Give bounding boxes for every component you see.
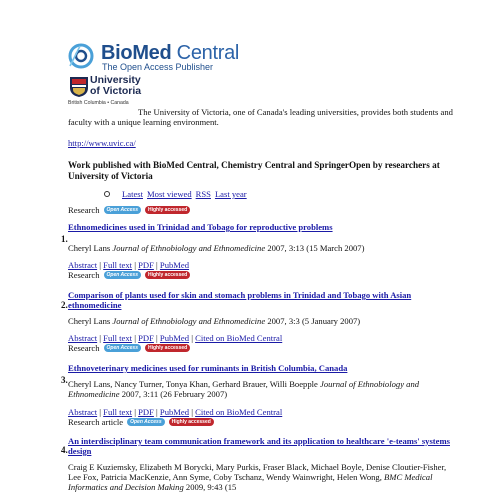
- highly-accessed-badge: Highly accessed: [145, 206, 190, 214]
- open-access-badge: Open Access: [104, 271, 142, 279]
- institution-description: The University of Victoria, one of Canada's leading universities, provides both students and faculty with a unique learning environment.: [68, 107, 453, 127]
- sort-options: [68, 189, 453, 199]
- article-links: Abstract | Full text | PDF | PubMed | Cited on BioMed Central: [68, 333, 283, 343]
- biomed-mark-icon: [68, 42, 98, 70]
- abstract-link[interactable]: Abstract: [68, 260, 98, 270]
- pdf-link[interactable]: PDF: [138, 333, 154, 343]
- most-viewed-link[interactable]: Most viewed: [147, 189, 192, 199]
- institution-url-row: [68, 138, 453, 148]
- article-type-line: [68, 417, 453, 427]
- full-text-link[interactable]: Full text: [103, 260, 133, 270]
- article-title-link[interactable]: Ethnomedicines used in Trinidad and Tobago for reproductive problems: [68, 222, 333, 232]
- highly-accessed-badge: Highly accessed: [145, 344, 190, 352]
- abstract-link[interactable]: Abstract: [68, 333, 98, 343]
- uvic-crest-icon: [68, 76, 90, 98]
- article-type-label: Research article: [68, 417, 124, 427]
- full-text-link[interactable]: Full text: [103, 407, 133, 417]
- article-item: [61, 290, 453, 353]
- article-item: [61, 363, 453, 427]
- page-heading: Work published with BioMed Central, Chemistry Central and SpringerOpen by researchers at University of Victoria: [68, 160, 440, 181]
- article-title-link[interactable]: Comparison of plants used for skin and stomach problems in Trinidad and Tobago with Asian ethnomedicine: [68, 290, 412, 310]
- rss-link[interactable]: RSS: [195, 189, 211, 199]
- cited-on-bmc-link[interactable]: Cited on BioMed Central: [195, 333, 283, 343]
- biomed-central-logo[interactable]: [68, 40, 453, 74]
- article-links: Abstract | Full text | PDF | PubMed: [68, 260, 190, 270]
- pubmed-link[interactable]: PubMed: [159, 407, 190, 417]
- last-year-link[interactable]: Last year: [214, 189, 247, 199]
- article-type-line: [68, 205, 453, 215]
- article-type-label: Research: [68, 343, 100, 353]
- article-item: [61, 436, 453, 492]
- article-number: 1.: [61, 234, 68, 244]
- pdf-link[interactable]: PDF: [138, 260, 154, 270]
- article-citation: Craig E Kuziemsky, Elizabeth M Borycki, Mary Purkis, Fraser Black, Michael Boyle, Denise Cloutier-Fisher, Lee Fox, Patricia MacKenzie, Ann Syme, Coby Tschanz, Wendy Wainwright, Helen Wong, BMC Medical Informatics and Decision Making 2009, 9:43 (15: [68, 462, 447, 492]
- uvic-logo[interactable]: [68, 74, 453, 106]
- institution-url-link[interactable]: http://www.uvic.ca/: [68, 138, 136, 148]
- full-text-link[interactable]: Full text: [103, 333, 133, 343]
- cited-on-bmc-link[interactable]: Cited on BioMed Central: [195, 407, 283, 417]
- article-number: 3.: [61, 375, 68, 385]
- open-access-badge: Open Access: [104, 344, 142, 352]
- article-title-link[interactable]: An interdisciplinary team communication framework and its application to healthcare 'e-teams' systems design: [68, 436, 450, 456]
- pdf-link[interactable]: PDF: [138, 407, 154, 417]
- abstract-link[interactable]: Abstract: [68, 407, 98, 417]
- highly-accessed-badge: Highly accessed: [169, 418, 214, 426]
- highly-accessed-badge: Highly accessed: [145, 271, 190, 279]
- article-number: 4.: [61, 445, 68, 455]
- bullet-icon: [104, 191, 110, 197]
- article-links: Abstract | Full text | PDF | PubMed | Cited on BioMed Central: [68, 407, 283, 417]
- article-number: 2.: [61, 300, 68, 310]
- article-citation: Cheryl Lans Journal of Ethnobiology and Ethnomedicine 2007, 3:3 (5 January 2007): [68, 316, 361, 326]
- article-citation: Cheryl Lans Journal of Ethnobiology and Ethnomedicine 2007, 3:13 (15 March 2007): [68, 243, 365, 253]
- latest-link[interactable]: Latest: [122, 189, 143, 199]
- page-content: [61, 40, 453, 492]
- brand-title: BioMed Central: [101, 42, 240, 64]
- uvic-name: University of Victoria: [90, 74, 142, 97]
- pubmed-link[interactable]: PubMed: [159, 333, 190, 343]
- pubmed-link[interactable]: PubMed: [159, 260, 190, 270]
- article-type-line: [68, 343, 453, 353]
- article-type-label: Research: [68, 270, 100, 280]
- uvic-region: British Columbia • Canada: [68, 100, 129, 106]
- article-type-label: Research: [68, 205, 100, 215]
- brand-subtitle: The Open Access Publisher: [102, 62, 214, 72]
- article-citation: Cheryl Lans, Nancy Turner, Tonya Khan, Gerhard Brauer, Willi Boepple Journal of Ethnobiology and Ethnomedicine 2007, 3:11 (26 February 2007): [68, 379, 420, 399]
- article-item: [61, 222, 453, 280]
- open-access-badge: Open Access: [127, 418, 165, 426]
- article-type-line: [68, 270, 453, 280]
- open-access-badge: Open Access: [104, 206, 142, 214]
- article-title-link[interactable]: Ethnoveterinary medicines used for ruminants in British Columbia, Canada: [68, 363, 348, 373]
